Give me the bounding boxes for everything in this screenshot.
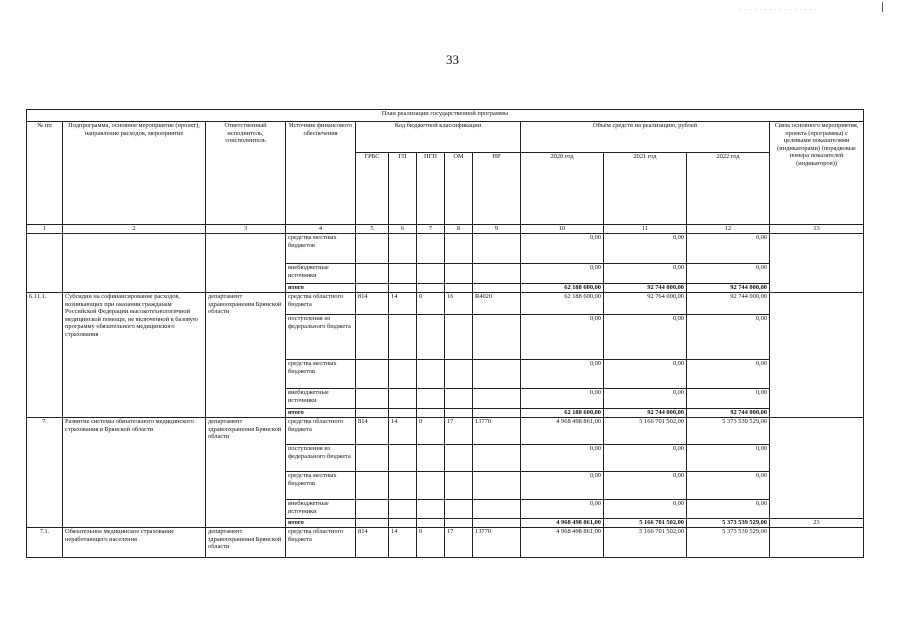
cell-2022: 0,00 — [687, 472, 770, 500]
col-number: 10 — [521, 225, 604, 234]
cell-2020: 0,00 — [521, 234, 604, 264]
header-om: ОМ — [445, 153, 473, 225]
cell-2021: 0,00 — [604, 472, 687, 500]
cell-pgp: 0 — [417, 418, 445, 445]
table-row — [27, 418, 864, 445]
cell-2022: 92 744 000,00 — [687, 284, 770, 293]
cell-program: Субсидии на софинансирование расходов, возникающих при оказании гражданам Российской Федерации высокотехнологичной медицинской помощи, не включенной в базовую программу обязательного медицинского страхования — [63, 293, 206, 418]
cell-num: 7. — [27, 418, 63, 528]
cell-source: средства областного бюджета — [286, 293, 356, 315]
cell-om: 17 — [445, 528, 473, 558]
cell-2020: 4 968 498 861,00 — [521, 418, 604, 445]
cell-source: итого — [286, 284, 356, 293]
col-number: 11 — [604, 225, 687, 234]
cell-2022: 5 373 539 529,00 — [687, 528, 770, 558]
cell-2021: 0,00 — [604, 234, 687, 264]
cell-2021: 5 166 701 502,00 — [604, 519, 687, 528]
cell-gp: 14 — [389, 293, 417, 315]
cell-link — [770, 234, 864, 293]
cell-nr: R4020 — [473, 293, 521, 315]
header-budget-code: Код бюджетной классификации — [356, 122, 521, 153]
col-number: 7 — [417, 225, 445, 234]
cell-2022: 5 373 539 529,00 — [687, 418, 770, 445]
cell-2022: 0,00 — [687, 360, 770, 389]
cell-2020: 0,00 — [521, 389, 604, 409]
col-number: 13 — [770, 225, 864, 234]
cell-executor: департамент здравоохранения Брянской области — [206, 528, 286, 558]
cell-program: Развитие системы обязательного медицинского страхования в Брянской области — [63, 418, 206, 528]
scan-marks: . . . . . . . . . . . . . . . . — [740, 6, 818, 12]
cell-2022: 0,00 — [687, 389, 770, 409]
cell-2020: 0,00 — [521, 360, 604, 389]
cell-nr: 13770 — [473, 528, 521, 558]
header-pgp: ПГП — [417, 153, 445, 225]
cell-grbs: 814 — [356, 528, 389, 558]
header-source: Источник финансового обеспечения — [286, 122, 356, 225]
header-num: № пп — [27, 122, 63, 225]
cell-2020: 62 188 600,00 — [521, 284, 604, 293]
cell-source: итого — [286, 519, 356, 528]
table-title: План реализации государственной программы — [27, 110, 864, 122]
cell-link — [770, 293, 864, 418]
cell-2022: 0,00 — [687, 445, 770, 472]
cell-2021: 92 744 000,00 — [604, 409, 687, 418]
cell-executor: департамент здравоохранения Брянской области — [206, 418, 286, 528]
cell-2021: 92 744 000,00 — [604, 284, 687, 293]
cell-pgp: 0 — [417, 293, 445, 315]
cell-2021: 0,00 — [604, 445, 687, 472]
cell-pgp: 0 — [417, 528, 445, 558]
cell-nr: 13770 — [473, 418, 521, 445]
cell-2021: 0,00 — [604, 389, 687, 409]
page-number: 33 — [446, 52, 459, 67]
header-executor: Ответственный исполнитель, соисполнитель — [206, 122, 286, 225]
cell-source: средства местных бюджетов — [286, 472, 356, 500]
cell-2022: 92 744 000,00 — [687, 293, 770, 315]
cell-program — [63, 234, 206, 293]
cell-gp: 14 — [389, 528, 417, 558]
cell-2020: 4 968 498 861,00 — [521, 528, 604, 558]
cell-2020: 0,00 — [521, 472, 604, 500]
table-title-row — [27, 110, 864, 122]
cell-link — [770, 528, 864, 558]
cell-executor — [206, 234, 286, 293]
cell-2022: 5 373 539 529,00 — [687, 519, 770, 528]
header-2021: 2021 год — [604, 153, 687, 225]
cell-num — [27, 234, 63, 293]
cell-executor: департамент здравоохранения Брянской области — [206, 293, 286, 418]
col-number: 4 — [286, 225, 356, 234]
cell-2022: 0,00 — [687, 264, 770, 284]
header-gp: ГП — [389, 153, 417, 225]
header-row-1 — [27, 122, 864, 153]
cell-2020: 0,00 — [521, 264, 604, 284]
cell-source: поступления из федерального бюджета — [286, 315, 356, 360]
cell-source: средства областного бюджета — [286, 528, 356, 558]
cell-source: средства местных бюджетов — [286, 360, 356, 389]
cell-source: внебюджетные источники — [286, 500, 356, 519]
cell-2021: 5 166 701 502,00 — [604, 528, 687, 558]
cell-2020: 0,00 — [521, 445, 604, 472]
header-link: Связь основного мероприятия, проекта (программы) с целевыми показателями (индикаторами) (порядковые номера показателей (индикаторов)) — [770, 122, 864, 225]
plan-table — [26, 109, 864, 558]
cell-2021: 0,00 — [604, 360, 687, 389]
cell-source: итого — [286, 409, 356, 418]
cell-grbs: 814 — [356, 293, 389, 315]
col-number: 1 — [27, 225, 63, 234]
header-program: Подпрограмма, основное мероприятие (проект), направление расходов, мероприятие — [63, 122, 206, 225]
col-number: 9 — [473, 225, 521, 234]
col-number: 5 — [356, 225, 389, 234]
header-2020: 2020 год — [521, 153, 604, 225]
cell-om: 16 — [445, 293, 473, 315]
cell-om: 17 — [445, 418, 473, 445]
col-number: 6 — [389, 225, 417, 234]
cell-source: поступления из федерального бюджета — [286, 445, 356, 472]
cell-source: средства областного бюджета — [286, 418, 356, 445]
cell-2021: 0,00 — [604, 264, 687, 284]
cell-program: Обязательное медицинское страхование неработающего населения — [63, 528, 206, 558]
cell-source: внебюджетные источники — [286, 264, 356, 284]
col-number: 8 — [445, 225, 473, 234]
cell-2022: 0,00 — [687, 315, 770, 360]
col-number: 12 — [687, 225, 770, 234]
scan-bar — [882, 2, 883, 12]
column-number-row — [27, 225, 864, 234]
cell-source: внебюджетные источники — [286, 389, 356, 409]
cell-2020: 4 968 498 861,00 — [521, 519, 604, 528]
col-number: 3 — [206, 225, 286, 234]
cell-2021: 5 166 701 502,00 — [604, 418, 687, 445]
cell-2022: 92 744 000,00 — [687, 409, 770, 418]
table-row — [27, 293, 864, 315]
header-volume: Объём средств на реализацию, рублей — [521, 122, 770, 153]
cell-2022: 0,00 — [687, 500, 770, 519]
cell-2020: 62 188 600,00 — [521, 293, 604, 315]
header-nr: НР — [473, 153, 521, 225]
cell-2021: 0,00 — [604, 315, 687, 360]
cell-2021: 0,00 — [604, 500, 687, 519]
cell-link — [770, 418, 864, 519]
cell-2020: 0,00 — [521, 500, 604, 519]
cell-link: 23 — [770, 519, 864, 528]
cell-num: 6.11.1. — [27, 293, 63, 418]
cell-2020: 0,00 — [521, 315, 604, 360]
cell-gp: 14 — [389, 418, 417, 445]
table-row — [27, 528, 864, 558]
cell-grbs: 814 — [356, 418, 389, 445]
cell-num: 7.1. — [27, 528, 63, 558]
header-2022: 2022 год — [687, 153, 770, 225]
header-grbs: ГРБС — [356, 153, 389, 225]
cell-2020: 62 188 600,00 — [521, 409, 604, 418]
col-number: 2 — [63, 225, 206, 234]
table-row — [27, 234, 864, 264]
cell-source: средства местных бюджетов — [286, 234, 356, 264]
cell-2022: 0,00 — [687, 234, 770, 264]
cell-2021: 92 764 000,00 — [604, 293, 687, 315]
